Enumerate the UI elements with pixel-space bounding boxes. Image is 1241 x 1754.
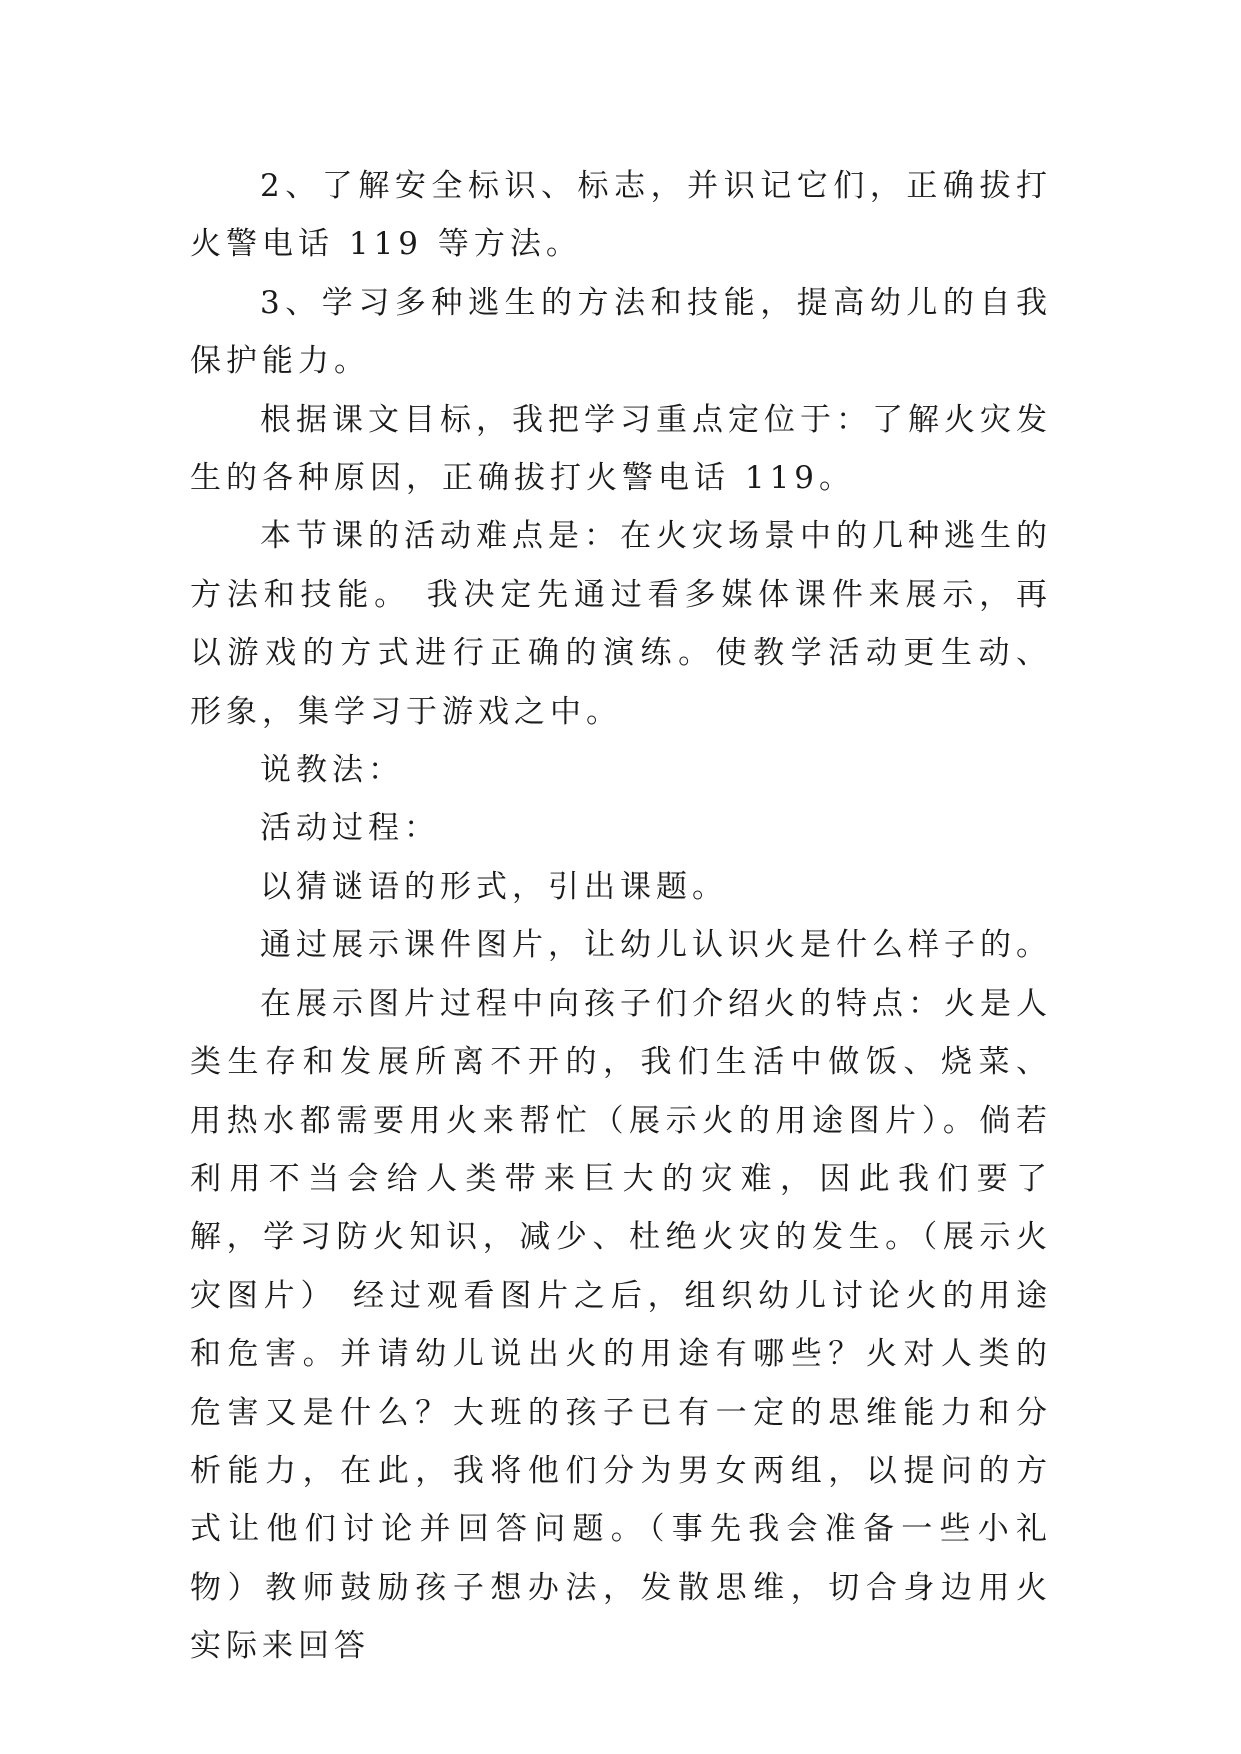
paragraph-objective-2: 2、了解安全标识、标志，并识记它们，正确拔打火警电话 119 等方法。 [190, 168, 1052, 263]
document-body [190, 157, 1052, 1676]
paragraph-difficulties: 本节课的活动难点是：在火灾场景中的几种逃生的方法和技能。 我决定先通过看多媒体课件来展示，再以游戏的方式进行正确的演练。使教学活动更生动、形象，集学习于游戏之中。 [190, 518, 1052, 730]
paragraph-fire-characteristics: 在展示图片过程中向孩子们介绍火的特点：火是人类生存和发展所离不开的，我们生活中做饭、烧菜、用热水都需要用火来帮忙（展示火的用途图片）。倘若利用不当会给人类带来巨大的灾难，因此我们要了解，学习防火知识，减少、杜绝火灾的发生。（展示火灾图片） 经过观看图片之后，组织幼儿讨论火的用途和危害。并请幼儿说出火的用途有哪些？火对人类的危害又是什么？大班的孩子已有一定的思维能力和分析能力，在此，我将他们分为男女两组，以提问的方式让他们讨论并回答问题。（事先我会准备一些小礼物）教师鼓励孩子想办法，发散思维，切合身边用火实际来回答 [190, 985, 1052, 1665]
paragraph-objective-3: 3、学习多种逃生的方法和技能，提高幼儿的自我保护能力。 [190, 284, 1052, 380]
paragraph-activity-process-heading: 活动过程： [260, 810, 440, 847]
paragraph-key-points: 根据课文目标，我把学习重点定位于：了解火灾发生的各种原因，正确拔打火警电话 119。 [190, 401, 1052, 497]
paragraph-show-pictures: 通过展示课件图片，让幼儿认识火是什么样子的。 [260, 927, 1052, 964]
paragraph-riddle-intro: 以猜谜语的形式，引出课题。 [260, 868, 728, 905]
paragraph-teaching-method-heading: 说教法： [260, 752, 404, 789]
